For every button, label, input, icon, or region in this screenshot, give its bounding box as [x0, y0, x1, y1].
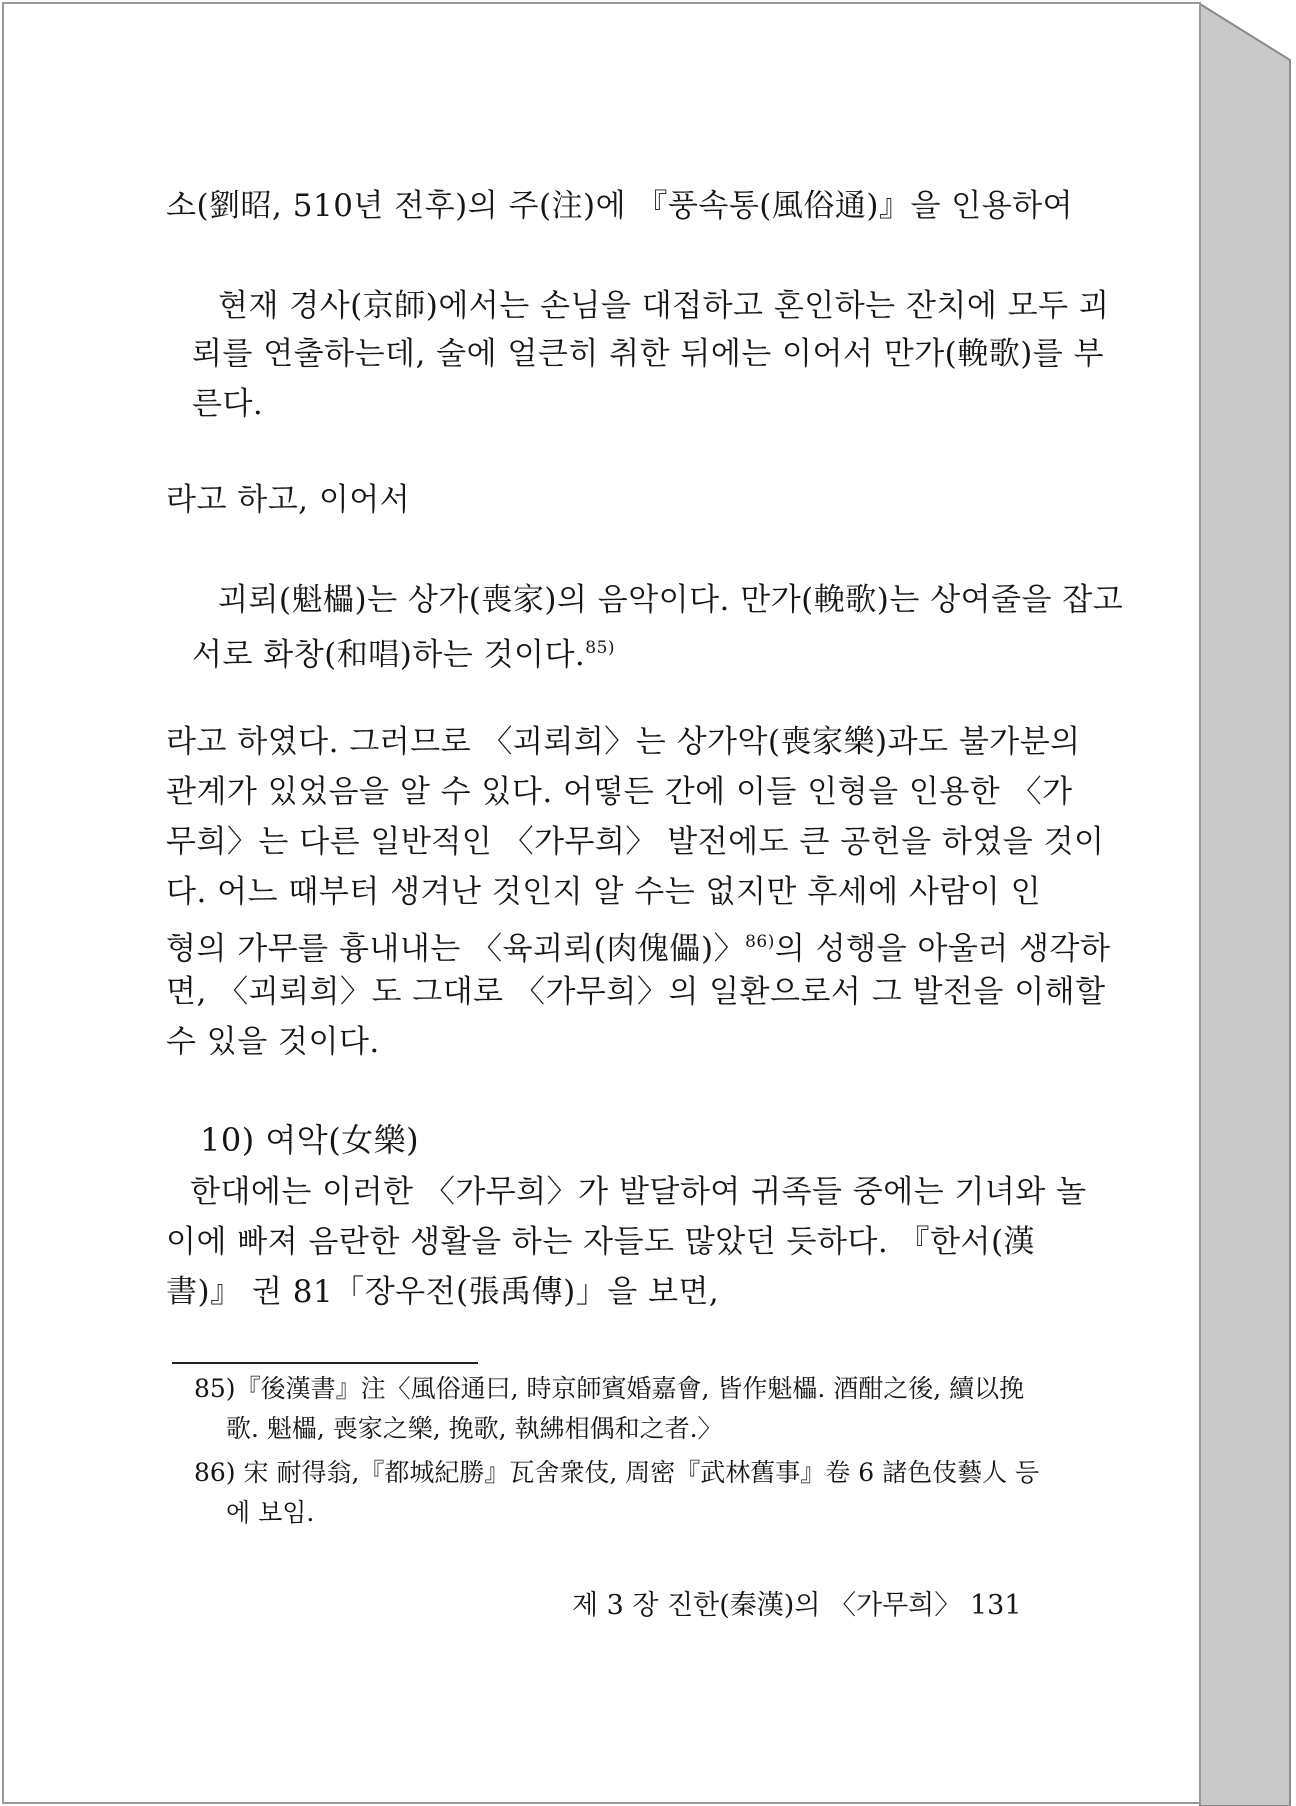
- para-text: 형의 가무를 흉내내는 〈육괴뢰(肉傀儡)〉: [166, 931, 746, 967]
- book-page: [4, 4, 1200, 1800]
- book-side-edge: [1200, 4, 1290, 1806]
- quote-line: 른다.: [192, 386, 264, 422]
- quote-line: [192, 628, 615, 675]
- section-line: 한대에는 이러한 〈가무희〉가 발달하여 귀족들 중에는 기녀와 놀: [190, 1174, 1087, 1210]
- footnote-86-line: 86) 宋 耐得翁,『都城紀勝』瓦舍衆伎, 周密『武林舊事』卷 6 諸色伎藝人 등: [194, 1458, 1040, 1487]
- footnote-ref-86: 86): [745, 932, 775, 952]
- page-number: 131: [970, 1590, 1022, 1621]
- section-line: 이에 빠져 음란한 생활을 하는 자들도 많았던 듯하다. 『한서(漢: [166, 1224, 1036, 1260]
- para-text: 의 성행을 아울러 생각하: [774, 931, 1111, 967]
- footnote-85-line: 歌. 魁櫑, 喪家之樂, 挽歌, 執紼相偶和之者.〉: [226, 1414, 723, 1443]
- quote-line: 뢰를 연출하는데, 술에 얼큰히 취한 뒤에는 이어서 만가(輓歌)를 부: [192, 336, 1105, 372]
- running-head: 제 3 장 진한(秦漢)의 〈가무희〉: [572, 1590, 962, 1621]
- para-line: 면, 〈괴뢰희〉도 그대로 〈가무희〉의 일환으로서 그 발전을 이해할: [166, 974, 1106, 1010]
- para-line: 무희〉는 다른 일반적인 〈가무희〉 발전에도 큰 공헌을 하였을 것이: [166, 824, 1105, 860]
- para-line: 다. 어느 때부터 생겨난 것인지 알 수는 없지만 후세에 사람이 인: [166, 874, 1042, 910]
- para-line: 라고 하였다. 그러므로 〈괴뢰희〉는 상가악(喪家樂)과도 불가분의: [166, 724, 1081, 760]
- text-line: 소(劉昭, 510년 전후)의 주(注)에 『풍속통(風俗通)』을 인용하여: [166, 188, 1074, 224]
- footnote-86-line: 에 보임.: [226, 1498, 315, 1527]
- quote-text: 서로 화창(和唱)하는 것이다.: [192, 637, 586, 673]
- para-line: 수 있을 것이다.: [166, 1024, 380, 1060]
- text-line: 라고 하고, 이어서: [166, 482, 411, 518]
- footnote-rule: [172, 1362, 478, 1364]
- quote-line: 현재 경사(京師)에서는 손님을 대접하고 혼인하는 잔치에 모두 괴: [218, 288, 1110, 324]
- quote-line: 괴뢰(魁櫑)는 상가(喪家)의 음악이다. 만가(輓歌)는 상여줄을 잡고: [218, 582, 1124, 618]
- para-line: [166, 922, 1110, 969]
- para-line: 관계가 있었음을 알 수 있다. 어떻든 간에 이들 인형을 인용한 〈가: [166, 774, 1073, 810]
- footnote-ref-85: 85): [585, 638, 616, 658]
- section-heading: 10) 여악(女樂): [200, 1121, 420, 1159]
- footnote-85-line: 85)『後漢書』注〈風俗通曰, 時京師賓婚嘉會, 皆作魁櫑. 酒酣之後, 續以挽: [194, 1374, 1025, 1403]
- section-line: 書)』 권 81「장우전(張禹傳)」을 보면,: [166, 1274, 720, 1310]
